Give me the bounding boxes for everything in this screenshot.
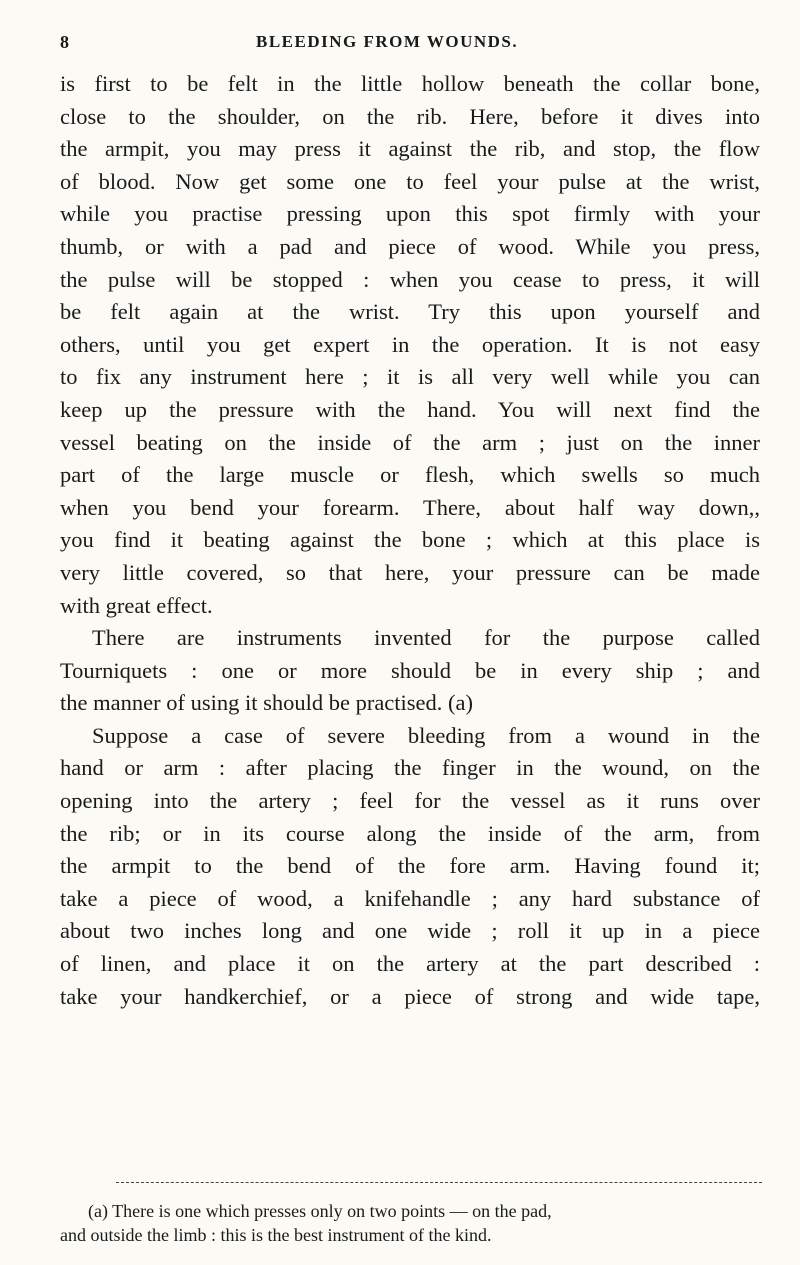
footnote [60, 1199, 760, 1247]
text-line: take a piece of wood, a knifehandle ; any hard substance of [60, 885, 760, 911]
text-line: the manner of using it should be practised. (a) [60, 690, 474, 716]
running-head [60, 30, 760, 60]
text-line: be felt again at the wrist. Try this upon yourself and [60, 299, 760, 325]
text-line: while you practise pressing upon this spot firmly with your [60, 201, 760, 227]
text-line: of linen, and place it on the artery at the part described : [60, 951, 760, 977]
footnote-divider [116, 1182, 762, 1183]
footnote-line: (a) There is one which presses only on two points — on the pad, [88, 1201, 552, 1221]
text-line: the rib; or in its course along the inside of the arm, from [60, 820, 760, 846]
body-text [60, 68, 760, 1013]
page-number: 8 [60, 32, 71, 52]
text-line: very little covered, so that here, your pressure can be made [60, 559, 760, 585]
text-line: Tourniquets : one or more should be in every ship ; and [60, 657, 760, 683]
text-line: opening into the artery ; feel for the vessel as it runs over [60, 788, 760, 814]
text-line: There are instruments invented for the purpose called [92, 625, 760, 651]
running-title: BLEEDING FROM WOUNDS. [256, 32, 519, 51]
text-line: the pulse will be stopped : when you cease to press, it will [60, 266, 760, 292]
text-line: take your handkerchief, or a piece of strong and wide tape, [60, 983, 760, 1009]
text-line: with great effect. [60, 592, 213, 618]
text-line: the armpit, you may press it against the rib, and stop, the flow [60, 136, 760, 162]
text-line: the armpit to the bend of the fore arm. Having found it; [60, 853, 760, 879]
text-line: others, until you get expert in the operation. It is not easy [60, 331, 760, 357]
text-line: when you bend your forearm. There, about half way down,, [60, 494, 760, 520]
text-line: hand or arm : after placing the finger in the wound, on the [60, 755, 760, 781]
text-line: part of the large muscle or flesh, which swells so much [60, 462, 760, 488]
page [60, 30, 760, 1013]
text-line: keep up the pressure with the hand. You will next find the [60, 396, 760, 422]
text-line: thumb, or with a pad and piece of wood. While you press, [60, 233, 760, 259]
text-line: of blood. Now get some one to feel your pulse at the wrist, [60, 168, 760, 194]
text-line: Suppose a case of severe bleeding from a wound in the [92, 722, 760, 748]
text-line: is first to be felt in the little hollow beneath the collar bone, [60, 71, 760, 96]
text-line: about two inches long and one wide ; roll it up in a piece [60, 918, 760, 944]
footnote-line: and outside the limb : this is the best instrument of the kind. [60, 1225, 492, 1245]
text-line: vessel beating on the inside of the arm ; just on the inner [60, 429, 760, 455]
text-line: you find it beating against the bone ; which at this place is [60, 527, 760, 553]
text-line: to fix any instrument here ; it is all very well while you can [60, 364, 760, 390]
text-line: close to the shoulder, on the rib. Here, before it dives into [60, 103, 760, 129]
